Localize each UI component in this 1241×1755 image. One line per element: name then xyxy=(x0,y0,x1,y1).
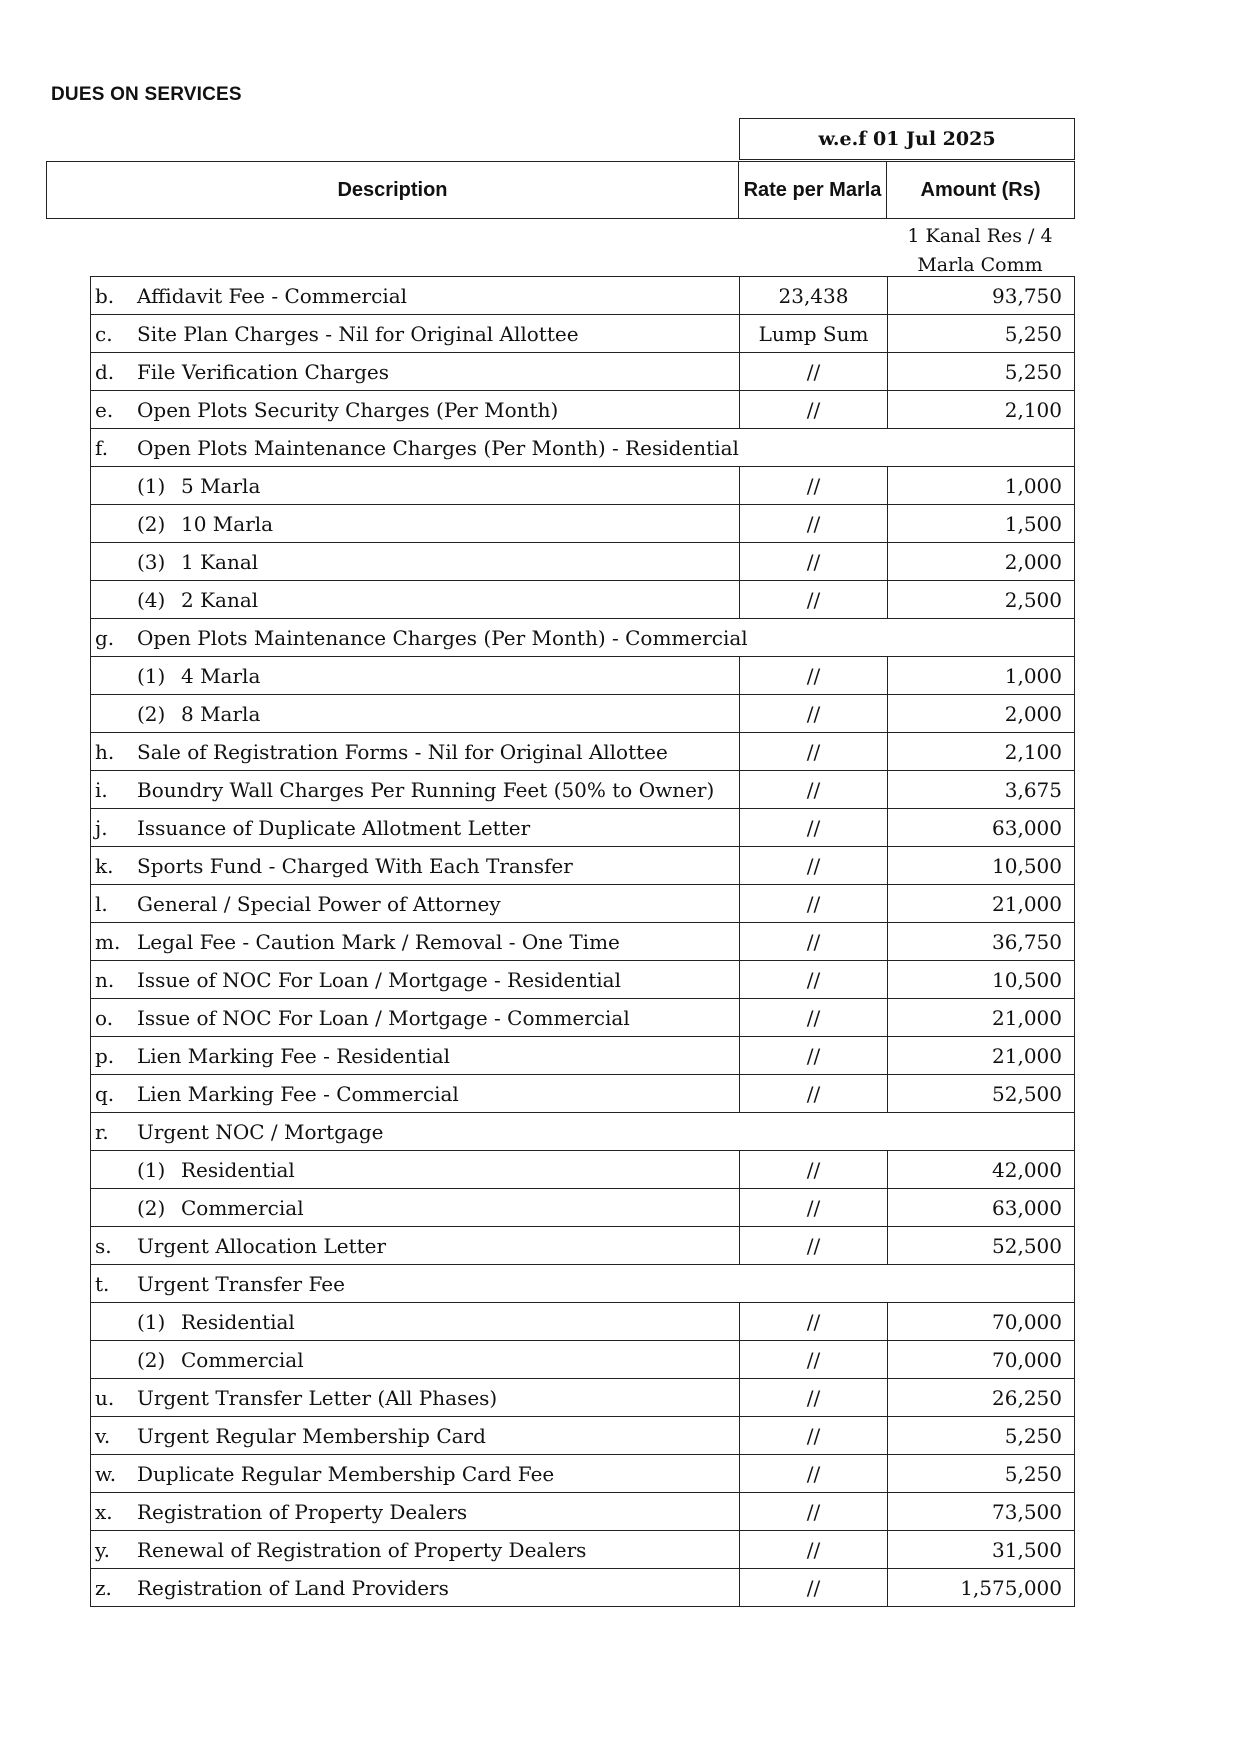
rate-cell: 23,438 xyxy=(740,277,888,315)
row-label: Urgent Regular Membership Card xyxy=(137,1423,486,1448)
row-letter: d. xyxy=(95,359,115,384)
amount-cell: 21,000 xyxy=(888,1037,1075,1075)
row-label: Lien Marking Fee - Residential xyxy=(137,1043,451,1068)
row-label: Renewal of Registration of Property Dealers xyxy=(137,1537,587,1562)
table-row xyxy=(91,1075,1075,1113)
row-letter: c. xyxy=(95,321,113,346)
description-cell xyxy=(91,885,740,923)
section-cell xyxy=(91,429,1075,467)
rate-cell: // xyxy=(740,1493,888,1531)
table-row xyxy=(91,1493,1075,1531)
section-row xyxy=(91,429,1075,467)
amount-cell: 42,000 xyxy=(888,1151,1075,1189)
row-label: Registration of Property Dealers xyxy=(137,1499,468,1524)
row-letter: r. xyxy=(95,1119,109,1144)
row-label: Issue of NOC For Loan / Mortgage - Residential xyxy=(137,967,621,992)
table-row xyxy=(91,1569,1075,1607)
row-label: Commercial xyxy=(181,1347,304,1372)
amount-cell: 2,100 xyxy=(888,733,1075,771)
row-letter: f. xyxy=(95,435,109,460)
rate-cell: // xyxy=(740,467,888,505)
table-row xyxy=(91,809,1075,847)
row-letter: i. xyxy=(95,777,108,802)
sub-row xyxy=(91,1151,1075,1189)
sub-number: (1) xyxy=(137,1309,166,1334)
amount-cell: 10,500 xyxy=(888,961,1075,999)
rate-cell: // xyxy=(740,695,888,733)
amount-cell: 2,500 xyxy=(888,581,1075,619)
row-label: Issue of NOC For Loan / Mortgage - Commercial xyxy=(137,1005,630,1030)
row-letter: w. xyxy=(95,1461,117,1486)
table-row xyxy=(91,1455,1075,1493)
section-cell xyxy=(91,619,1075,657)
description-cell xyxy=(91,1037,740,1075)
sub-row xyxy=(91,695,1075,733)
row-label: Affidavit Fee - Commercial xyxy=(137,283,408,308)
description-cell xyxy=(91,467,740,505)
sub-number: (2) xyxy=(137,511,166,536)
amount-cell: 2,000 xyxy=(888,543,1075,581)
description-header: Description xyxy=(47,162,739,218)
row-letter: k. xyxy=(95,853,114,878)
row-label: Open Plots Security Charges (Per Month) xyxy=(137,397,559,422)
row-label: Open Plots Maintenance Charges (Per Month) - Residential xyxy=(137,435,739,460)
amount-cell: 10,500 xyxy=(888,847,1075,885)
row-label: Boundry Wall Charges Per Running Feet (50% to Owner) xyxy=(137,777,715,802)
sub-row xyxy=(91,505,1075,543)
amount-header: Amount (Rs) xyxy=(920,178,1041,201)
description-cell xyxy=(91,1493,740,1531)
sub-number: (2) xyxy=(137,1195,166,1220)
row-letter: h. xyxy=(95,739,115,764)
row-letter: q. xyxy=(95,1081,115,1106)
rate-cell: // xyxy=(740,1417,888,1455)
row-label: 10 Marla xyxy=(181,511,274,536)
amount-cell: 70,000 xyxy=(888,1341,1075,1379)
row-label: Sale of Registration Forms - Nil for Original Allottee xyxy=(137,739,668,764)
rate-cell: // xyxy=(740,505,888,543)
row-label: Duplicate Regular Membership Card Fee xyxy=(137,1461,555,1486)
rate-cell: // xyxy=(740,391,888,429)
description-cell xyxy=(91,1569,740,1607)
row-label: File Verification Charges xyxy=(137,359,390,384)
description-cell xyxy=(91,277,740,315)
rate-cell: // xyxy=(740,543,888,581)
table-row xyxy=(91,847,1075,885)
row-label: Urgent Transfer Fee xyxy=(137,1271,345,1296)
rate-cell: // xyxy=(740,1569,888,1607)
table-row xyxy=(91,1037,1075,1075)
rate-cell: // xyxy=(740,1227,888,1265)
sub-row xyxy=(91,1341,1075,1379)
row-label: Commercial xyxy=(181,1195,304,1220)
amount-cell: 36,750 xyxy=(888,923,1075,961)
rate-cell: // xyxy=(740,847,888,885)
rate-header: Rate per Marla xyxy=(739,162,887,218)
description-cell xyxy=(91,1341,740,1379)
description-cell xyxy=(91,505,740,543)
rate-cell: // xyxy=(740,1303,888,1341)
description-cell xyxy=(91,999,740,1037)
table-row xyxy=(91,1531,1075,1569)
description-cell xyxy=(91,315,740,353)
sub-number: (4) xyxy=(137,587,166,612)
amount-cell: 3,675 xyxy=(888,771,1075,809)
row-letter: g. xyxy=(95,625,115,650)
amount-cell: 5,250 xyxy=(888,1417,1075,1455)
sub-number: (2) xyxy=(137,1347,166,1372)
rate-cell: // xyxy=(740,1531,888,1569)
row-letter: t. xyxy=(95,1271,110,1296)
sub-number: (1) xyxy=(137,473,166,498)
amount-cell: 63,000 xyxy=(888,809,1075,847)
rate-cell: // xyxy=(740,961,888,999)
description-cell xyxy=(91,353,740,391)
effective-date-header: w.e.f 01 Jul 2025 xyxy=(739,118,1075,160)
row-label: 2 Kanal xyxy=(181,587,259,612)
row-label: Sports Fund - Charged With Each Transfer xyxy=(137,853,573,878)
description-cell xyxy=(91,1417,740,1455)
table-row xyxy=(91,1417,1075,1455)
amount-cell: 63,000 xyxy=(888,1189,1075,1227)
table-row xyxy=(91,1227,1075,1265)
row-label: 8 Marla xyxy=(181,701,261,726)
rate-cell: // xyxy=(740,1379,888,1417)
description-cell xyxy=(91,961,740,999)
description-cell xyxy=(91,543,740,581)
section-row xyxy=(91,619,1075,657)
row-label: 4 Marla xyxy=(181,663,261,688)
table-row xyxy=(91,771,1075,809)
row-letter: z. xyxy=(95,1575,112,1600)
sub-row xyxy=(91,467,1075,505)
row-letter: s. xyxy=(95,1233,112,1258)
description-cell xyxy=(91,809,740,847)
description-cell xyxy=(91,1151,740,1189)
table-row xyxy=(91,1379,1075,1417)
amount-cell: 1,000 xyxy=(888,657,1075,695)
table-row xyxy=(91,733,1075,771)
amount-cell: 26,250 xyxy=(888,1379,1075,1417)
row-letter: p. xyxy=(95,1043,115,1068)
amount-cell: 21,000 xyxy=(888,999,1075,1037)
amount-cell: 2,100 xyxy=(888,391,1075,429)
sub-number: (1) xyxy=(137,1157,166,1182)
row-label: 1 Kanal xyxy=(181,549,259,574)
amount-cell: 1,575,000 xyxy=(888,1569,1075,1607)
description-cell xyxy=(91,1075,740,1113)
row-letter: o. xyxy=(95,1005,114,1030)
sub-number: (3) xyxy=(137,549,166,574)
description-cell xyxy=(91,1227,740,1265)
table-row xyxy=(91,923,1075,961)
row-label: Urgent Allocation Letter xyxy=(137,1233,387,1258)
row-label: General / Special Power of Attorney xyxy=(137,891,501,916)
description-cell xyxy=(91,771,740,809)
table-row xyxy=(91,999,1075,1037)
table-row xyxy=(91,391,1075,429)
section-row xyxy=(91,1265,1075,1303)
rate-cell: // xyxy=(740,733,888,771)
rate-cell: // xyxy=(740,1455,888,1493)
dues-table-body xyxy=(91,277,1075,1607)
amount-cell: 1,500 xyxy=(888,505,1075,543)
amount-cell: 52,500 xyxy=(888,1075,1075,1113)
description-cell xyxy=(91,1303,740,1341)
rate-cell: Lump Sum xyxy=(740,315,888,353)
rate-cell: // xyxy=(740,581,888,619)
rate-cell: // xyxy=(740,999,888,1037)
rate-cell: // xyxy=(740,353,888,391)
table-row xyxy=(91,885,1075,923)
row-label: Open Plots Maintenance Charges (Per Month) - Commercial xyxy=(137,625,748,650)
description-cell xyxy=(91,1189,740,1227)
rate-cell: // xyxy=(740,1189,888,1227)
row-label: Residential xyxy=(181,1157,295,1182)
sub-row xyxy=(91,543,1075,581)
description-cell xyxy=(91,733,740,771)
row-letter: b. xyxy=(95,283,115,308)
row-letter: y. xyxy=(95,1537,110,1562)
sub-number: (2) xyxy=(137,701,166,726)
description-cell xyxy=(91,657,740,695)
description-cell xyxy=(91,923,740,961)
row-letter: u. xyxy=(95,1385,115,1410)
table-row xyxy=(91,961,1075,999)
row-letter: n. xyxy=(95,967,115,992)
row-letter: j. xyxy=(95,815,108,840)
row-label: Lien Marking Fee - Commercial xyxy=(137,1081,459,1106)
description-cell xyxy=(91,1455,740,1493)
table-header xyxy=(46,161,1075,219)
row-label: Issuance of Duplicate Allotment Letter xyxy=(137,815,531,840)
amount-cell: 1,000 xyxy=(888,467,1075,505)
amount-cell: 2,000 xyxy=(888,695,1075,733)
description-cell xyxy=(91,581,740,619)
rate-cell: // xyxy=(740,1151,888,1189)
rate-cell: // xyxy=(740,771,888,809)
page-title: DUES ON SERVICES xyxy=(51,84,242,105)
description-cell xyxy=(91,1379,740,1417)
description-cell xyxy=(91,695,740,733)
row-label: Legal Fee - Caution Mark / Removal - One Time xyxy=(137,929,620,954)
section-cell xyxy=(91,1265,1075,1303)
row-label: Site Plan Charges - Nil for Original Allottee xyxy=(137,321,579,346)
row-label: 5 Marla xyxy=(181,473,261,498)
row-label: Urgent Transfer Letter (All Phases) xyxy=(137,1385,498,1410)
section-row xyxy=(91,1113,1075,1151)
amount-cell: 5,250 xyxy=(888,315,1075,353)
amount-cell: 73,500 xyxy=(888,1493,1075,1531)
rate-cell: // xyxy=(740,1037,888,1075)
row-letter: v. xyxy=(95,1423,111,1448)
row-label: Urgent NOC / Mortgage xyxy=(137,1119,384,1144)
sub-row xyxy=(91,657,1075,695)
rate-cell: // xyxy=(740,923,888,961)
description-cell xyxy=(91,391,740,429)
section-cell xyxy=(91,1113,1075,1151)
amount-cell: 93,750 xyxy=(888,277,1075,315)
rate-cell: // xyxy=(740,657,888,695)
table-row xyxy=(91,315,1075,353)
amount-cell: 31,500 xyxy=(888,1531,1075,1569)
amount-note: 1 Kanal Res / 4 Marla Comm xyxy=(907,225,1053,276)
amount-cell: 5,250 xyxy=(888,1455,1075,1493)
amount-cell: 21,000 xyxy=(888,885,1075,923)
row-letter: m. xyxy=(95,929,121,954)
description-cell xyxy=(91,847,740,885)
row-letter: l. xyxy=(95,891,108,916)
sub-row xyxy=(91,581,1075,619)
sub-row xyxy=(91,1189,1075,1227)
row-label: Residential xyxy=(181,1309,295,1334)
amount-cell: 52,500 xyxy=(888,1227,1075,1265)
rate-cell: // xyxy=(740,809,888,847)
row-letter: x. xyxy=(95,1499,113,1524)
table-row xyxy=(91,353,1075,391)
rate-cell: // xyxy=(740,1341,888,1379)
row-label: Registration of Land Providers xyxy=(137,1575,449,1600)
dues-table xyxy=(90,276,1075,1607)
description-cell xyxy=(91,1531,740,1569)
sub-row xyxy=(91,1303,1075,1341)
rate-cell: // xyxy=(740,885,888,923)
amount-cell: 5,250 xyxy=(888,353,1075,391)
rate-cell: // xyxy=(740,1075,888,1113)
sub-number: (1) xyxy=(137,663,166,688)
row-letter: e. xyxy=(95,397,114,422)
amount-cell: 70,000 xyxy=(888,1303,1075,1341)
table-row xyxy=(91,277,1075,315)
